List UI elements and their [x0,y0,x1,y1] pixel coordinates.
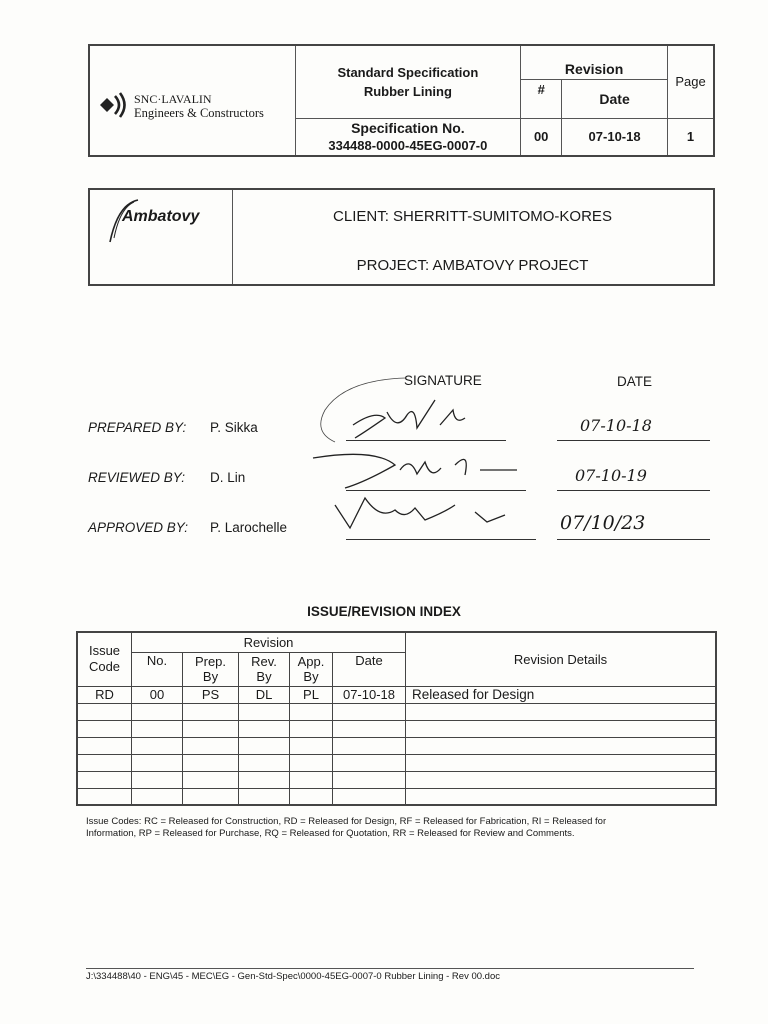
rev-date-header: Date [562,80,668,119]
page-header: Page [668,45,715,118]
issue-codes-line1: Issue Codes: RC = Released for Construction, RD = Released for Design, RF = Released for Fabrication, RI = Released for [86,816,607,827]
signature-header: SIGNATURE [404,373,482,388]
signature-line [346,490,526,491]
company-name: SNC·LAVALIN [134,91,212,106]
table-row [77,720,716,737]
ambatovy-logo-cell [90,190,233,284]
date-line [557,490,710,491]
reviewed-initials: DL [239,686,290,703]
revision-index-table [76,631,717,806]
issue-codes-legend [86,816,716,840]
app-header-line1: App. [297,654,325,669]
page-number: 1 [668,118,715,156]
rev-no: 00 [132,686,183,703]
table-row [77,703,716,720]
signed-date: 07-10-19 [575,466,647,485]
app-header-line2: By [303,669,319,684]
spec-number-label: Specification No. [351,119,465,136]
signed-date: 07/10/23 [560,512,646,534]
spec-title-line2: Rubber Lining [363,83,452,99]
person-name: P. Sikka [210,420,258,435]
rev-header-line2: By [256,669,272,684]
project-name: PROJECT: AMBATOVY PROJECT [356,257,589,274]
table-row [77,788,716,805]
rev-date-cell: 07-10-18 [333,686,406,703]
table-row [77,754,716,771]
issue-header-line1: Issue [88,643,121,659]
client-box [88,188,715,286]
person-name: P. Larochelle [210,520,288,535]
revision-details: Released for Design [406,686,717,703]
rev-by-header [239,652,290,686]
snc-lavalin-logo-icon [96,88,130,122]
approval-row-approved [0,512,768,540]
no-header: No. [132,652,183,686]
table-row [77,737,716,754]
signed-date: 07-10-18 [580,416,652,435]
revision-details-header: Revision Details [406,632,717,686]
rev-header-line1: Rev. [251,654,277,669]
app-by-header [290,652,333,686]
issue-code: RD [77,686,132,703]
prep-by-header [183,652,239,686]
date-col-header: Date [333,652,406,686]
footer-rule [86,968,694,969]
rev-num-header: # [521,80,562,119]
approval-row-reviewed [0,466,768,490]
role-label: PREPARED BY: [88,420,187,435]
ambatovy-logo-text: Ambatovy [122,208,200,225]
spec-number-cell [295,118,521,156]
table-row [77,686,716,703]
approval-row-prepared [0,416,768,440]
header-table [88,44,715,157]
signature-line [346,440,506,441]
prepared-initials: PS [183,686,239,703]
approved-initials: PL [290,686,333,703]
issue-codes-line2: Information, RP = Released for Purchase, RQ = Released for Quotation, RR = Released for Review and Comments. [86,828,575,839]
company-subtitle: Engineers & Constructors [134,105,264,120]
prep-header-line1: Prep. [194,654,227,669]
spec-title-line1: Standard Specification [337,64,479,80]
spec-title-cell [295,45,521,118]
revision-index-title: ISSUE/REVISION INDEX [307,604,461,619]
issue-header-line2: Code [88,659,121,675]
person-name: D. Lin [210,470,246,485]
date-line [557,440,710,441]
signature-line [346,539,536,540]
rev-num: 00 [521,118,562,156]
prep-header-line2: By [202,669,219,684]
footer-file-path: J:\334488\40 - ENG\45 - MEC\EG - Gen-Std-Spec\0000-45EG-0007-0 Rubber Lining - Rev 00.doc [86,971,500,982]
date-line [557,539,710,540]
revision-header: Revision [521,45,668,80]
date-header: DATE [617,374,653,389]
signatures-graphic [305,370,535,545]
spec-number: 334488-0000-45EG-0007-0 [328,137,488,153]
client-name: CLIENT: SHERRITT-SUMITOMO-KORES [333,208,612,225]
revision-group-header: Revision [132,632,406,652]
role-label: REVIEWED BY: [88,470,186,485]
table-row [77,771,716,788]
rev-date: 07-10-18 [562,118,668,156]
issue-code-header [77,632,132,686]
company-logo-cell [89,45,295,156]
role-label: APPROVED BY: [88,520,189,535]
